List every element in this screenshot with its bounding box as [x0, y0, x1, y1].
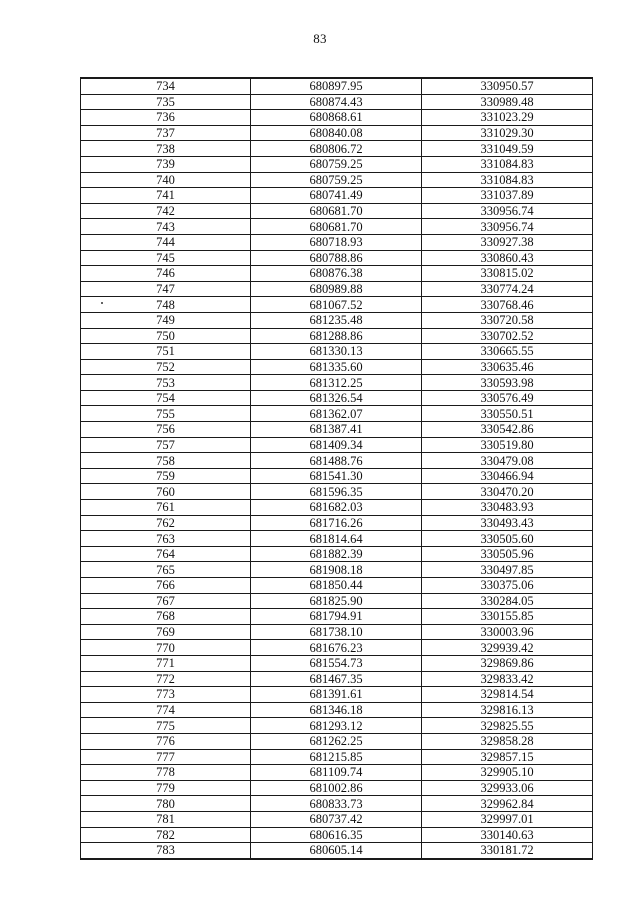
point-number-cell: 744: [81, 234, 251, 250]
y-coordinate-cell: 329939.42: [422, 640, 593, 656]
y-coordinate-cell: 330774.24: [422, 281, 593, 297]
y-coordinate-cell: 331084.83: [422, 172, 593, 188]
y-coordinate-cell: 330768.46: [422, 297, 593, 313]
point-number-cell: 762: [81, 515, 251, 531]
x-coordinate-cell: 681335.60: [251, 359, 422, 375]
point-number-cell: 751: [81, 344, 251, 360]
x-coordinate-cell: 681293.12: [251, 718, 422, 734]
table-row: [81, 640, 593, 656]
x-coordinate-cell: 681387.41: [251, 422, 422, 438]
point-number-cell: 766: [81, 578, 251, 594]
table-row: [81, 811, 593, 827]
y-coordinate-cell: 330375.06: [422, 578, 593, 594]
y-coordinate-cell: 330483.93: [422, 500, 593, 516]
y-coordinate-cell: 331029.30: [422, 125, 593, 141]
y-coordinate-cell: 329814.54: [422, 687, 593, 703]
table-row: [81, 188, 593, 204]
coordinates-table-body: [81, 78, 593, 859]
point-number-cell: 755: [81, 406, 251, 422]
point-number-cell: 749: [81, 312, 251, 328]
x-coordinate-cell: 680806.72: [251, 141, 422, 157]
table-row: [81, 437, 593, 453]
y-coordinate-cell: 330576.49: [422, 390, 593, 406]
y-coordinate-cell: 330989.48: [422, 94, 593, 110]
point-number-cell: 778: [81, 765, 251, 781]
table-row: [81, 328, 593, 344]
x-coordinate-cell: 680833.73: [251, 796, 422, 812]
table-row: [81, 671, 593, 687]
table-row: [81, 234, 593, 250]
x-coordinate-cell: 681676.23: [251, 640, 422, 656]
x-coordinate-cell: 680897.95: [251, 78, 422, 94]
y-coordinate-cell: 330665.55: [422, 344, 593, 360]
table-row: [81, 827, 593, 843]
point-number-cell: 738: [81, 141, 251, 157]
point-number-cell: 741: [81, 188, 251, 204]
table-row: [81, 609, 593, 625]
table-row: [81, 78, 593, 94]
x-coordinate-cell: 681326.54: [251, 390, 422, 406]
point-number-cell: 771: [81, 655, 251, 671]
point-number-cell: 742: [81, 203, 251, 219]
x-coordinate-cell: 681488.76: [251, 453, 422, 469]
table-row: [81, 359, 593, 375]
x-coordinate-cell: 680681.70: [251, 219, 422, 235]
x-coordinate-cell: 680840.08: [251, 125, 422, 141]
point-number-cell: 748: [81, 297, 251, 313]
y-coordinate-cell: 330956.74: [422, 219, 593, 235]
x-coordinate-cell: 681409.34: [251, 437, 422, 453]
y-coordinate-cell: 330593.98: [422, 375, 593, 391]
x-coordinate-cell: 681794.91: [251, 609, 422, 625]
x-coordinate-cell: 681716.26: [251, 515, 422, 531]
x-coordinate-cell: 681362.07: [251, 406, 422, 422]
y-coordinate-cell: 330635.46: [422, 359, 593, 375]
coordinates-table: [80, 77, 593, 860]
point-number-cell: 780: [81, 796, 251, 812]
y-coordinate-cell: 330470.20: [422, 484, 593, 500]
x-coordinate-cell: 680741.49: [251, 188, 422, 204]
point-number-cell: 779: [81, 780, 251, 796]
table-row: [81, 219, 593, 235]
x-coordinate-cell: 680759.25: [251, 156, 422, 172]
y-coordinate-cell: 330956.74: [422, 203, 593, 219]
y-coordinate-cell: 331037.89: [422, 188, 593, 204]
point-number-cell: 745: [81, 250, 251, 266]
y-coordinate-cell: 330181.72: [422, 843, 593, 859]
x-coordinate-cell: 680874.43: [251, 94, 422, 110]
y-coordinate-cell: 330284.05: [422, 593, 593, 609]
y-coordinate-cell: 330493.43: [422, 515, 593, 531]
point-number-cell: 783: [81, 843, 251, 859]
table-row: [81, 749, 593, 765]
y-coordinate-cell: 329833.42: [422, 671, 593, 687]
point-number-cell: 761: [81, 500, 251, 516]
y-coordinate-cell: 329857.15: [422, 749, 593, 765]
y-coordinate-cell: 331023.29: [422, 110, 593, 126]
x-coordinate-cell: 681554.73: [251, 655, 422, 671]
table-row: [81, 172, 593, 188]
point-number-cell: 775: [81, 718, 251, 734]
x-coordinate-cell: 680605.14: [251, 843, 422, 859]
point-number-cell: 777: [81, 749, 251, 765]
x-coordinate-cell: 681288.86: [251, 328, 422, 344]
point-number-cell: 734: [81, 78, 251, 94]
table-row: [81, 733, 593, 749]
x-coordinate-cell: 680868.61: [251, 110, 422, 126]
y-coordinate-cell: 329825.55: [422, 718, 593, 734]
x-coordinate-cell: 681391.61: [251, 687, 422, 703]
point-number-cell: 764: [81, 546, 251, 562]
x-coordinate-cell: 681882.39: [251, 546, 422, 562]
point-number-cell: 765: [81, 562, 251, 578]
table-row: [81, 687, 593, 703]
point-number-cell: 759: [81, 468, 251, 484]
table-row: [81, 453, 593, 469]
point-number-cell: 754: [81, 390, 251, 406]
table-row: [81, 593, 593, 609]
table-row: [81, 578, 593, 594]
table-row: [81, 843, 593, 859]
point-number-cell: 752: [81, 359, 251, 375]
y-coordinate-cell: 330542.86: [422, 422, 593, 438]
x-coordinate-cell: 680759.25: [251, 172, 422, 188]
y-coordinate-cell: 330720.58: [422, 312, 593, 328]
table-row: [81, 796, 593, 812]
table-row: [81, 531, 593, 547]
table-row: [81, 266, 593, 282]
table-row: [81, 500, 593, 516]
y-coordinate-cell: 330950.57: [422, 78, 593, 94]
table-row: [81, 765, 593, 781]
x-coordinate-cell: 681467.35: [251, 671, 422, 687]
point-number-cell: 753: [81, 375, 251, 391]
table-row: [81, 468, 593, 484]
point-number-cell: 782: [81, 827, 251, 843]
x-coordinate-cell: 681738.10: [251, 624, 422, 640]
point-number-cell: 772: [81, 671, 251, 687]
table-row: [81, 546, 593, 562]
x-coordinate-cell: 680788.86: [251, 250, 422, 266]
x-coordinate-cell: 680737.42: [251, 811, 422, 827]
table-row: [81, 156, 593, 172]
point-number-cell: 743: [81, 219, 251, 235]
x-coordinate-cell: 681541.30: [251, 468, 422, 484]
table-row: [81, 281, 593, 297]
point-number-cell: 768: [81, 609, 251, 625]
x-coordinate-cell: 681067.52: [251, 297, 422, 313]
table-row: [81, 406, 593, 422]
table-row: [81, 203, 593, 219]
x-coordinate-cell: 681850.44: [251, 578, 422, 594]
x-coordinate-cell: 681596.35: [251, 484, 422, 500]
y-coordinate-cell: 330466.94: [422, 468, 593, 484]
y-coordinate-cell: 330497.85: [422, 562, 593, 578]
table-row: [81, 250, 593, 266]
y-coordinate-cell: 330479.08: [422, 453, 593, 469]
table-row: [81, 484, 593, 500]
table-row: [81, 141, 593, 157]
y-coordinate-cell: 330860.43: [422, 250, 593, 266]
y-coordinate-cell: 330140.63: [422, 827, 593, 843]
point-number-cell: 758: [81, 453, 251, 469]
point-number-cell: 769: [81, 624, 251, 640]
x-coordinate-cell: 680616.35: [251, 827, 422, 843]
point-number-cell: 737: [81, 125, 251, 141]
point-number-cell: 735: [81, 94, 251, 110]
y-coordinate-cell: 330702.52: [422, 328, 593, 344]
x-coordinate-cell: 681814.64: [251, 531, 422, 547]
y-coordinate-cell: 329997.01: [422, 811, 593, 827]
y-coordinate-cell: 330003.96: [422, 624, 593, 640]
point-number-cell: 774: [81, 702, 251, 718]
point-number-cell: 770: [81, 640, 251, 656]
point-number-cell: 773: [81, 687, 251, 703]
table-row: [81, 94, 593, 110]
x-coordinate-cell: 681330.13: [251, 344, 422, 360]
point-number-cell: 757: [81, 437, 251, 453]
table-row: [81, 422, 593, 438]
y-coordinate-cell: 329962.84: [422, 796, 593, 812]
x-coordinate-cell: 681215.85: [251, 749, 422, 765]
y-coordinate-cell: 330550.51: [422, 406, 593, 422]
x-coordinate-cell: 680876.38: [251, 266, 422, 282]
y-coordinate-cell: 331084.83: [422, 156, 593, 172]
x-coordinate-cell: 680681.70: [251, 203, 422, 219]
table-row: [81, 375, 593, 391]
y-coordinate-cell: 330519.80: [422, 437, 593, 453]
table-row: [81, 125, 593, 141]
y-coordinate-cell: 330927.38: [422, 234, 593, 250]
table-row: [81, 344, 593, 360]
point-number-cell: 763: [81, 531, 251, 547]
x-coordinate-cell: 681312.25: [251, 375, 422, 391]
point-number-cell: 736: [81, 110, 251, 126]
y-coordinate-cell: 329816.13: [422, 702, 593, 718]
point-number-cell: 760: [81, 484, 251, 500]
point-number-cell: 739: [81, 156, 251, 172]
y-coordinate-cell: 329869.86: [422, 655, 593, 671]
x-coordinate-cell: 681109.74: [251, 765, 422, 781]
table-row: [81, 390, 593, 406]
table-row: [81, 655, 593, 671]
point-number-cell: 776: [81, 733, 251, 749]
x-coordinate-cell: 681262.25: [251, 733, 422, 749]
x-coordinate-cell: 681908.18: [251, 562, 422, 578]
table-row: [81, 702, 593, 718]
x-coordinate-cell: 680718.93: [251, 234, 422, 250]
table-row: [81, 110, 593, 126]
x-coordinate-cell: 681235.48: [251, 312, 422, 328]
table-row: [81, 515, 593, 531]
point-number-cell: 756: [81, 422, 251, 438]
y-coordinate-cell: 329905.10: [422, 765, 593, 781]
y-coordinate-cell: 330815.02: [422, 266, 593, 282]
page-number: 83: [313, 31, 327, 46]
table-row: [81, 312, 593, 328]
table-row: [81, 780, 593, 796]
table-row: [81, 562, 593, 578]
point-number-cell: 746: [81, 266, 251, 282]
x-coordinate-cell: 681002.86: [251, 780, 422, 796]
x-coordinate-cell: 680989.88: [251, 281, 422, 297]
y-coordinate-cell: 330505.96: [422, 546, 593, 562]
point-number-cell: 747: [81, 281, 251, 297]
y-coordinate-cell: 329858.28: [422, 733, 593, 749]
y-coordinate-cell: 330505.60: [422, 531, 593, 547]
point-number-cell: 767: [81, 593, 251, 609]
x-coordinate-cell: 681346.18: [251, 702, 422, 718]
point-number-cell: 750: [81, 328, 251, 344]
table-row: [81, 624, 593, 640]
y-coordinate-cell: 329933.06: [422, 780, 593, 796]
x-coordinate-cell: 681682.03: [251, 500, 422, 516]
x-coordinate-cell: 681825.90: [251, 593, 422, 609]
table-row: [81, 718, 593, 734]
y-coordinate-cell: 330155.85: [422, 609, 593, 625]
table-row: [81, 297, 593, 313]
point-number-cell: 781: [81, 811, 251, 827]
y-coordinate-cell: 331049.59: [422, 141, 593, 157]
point-number-cell: 740: [81, 172, 251, 188]
